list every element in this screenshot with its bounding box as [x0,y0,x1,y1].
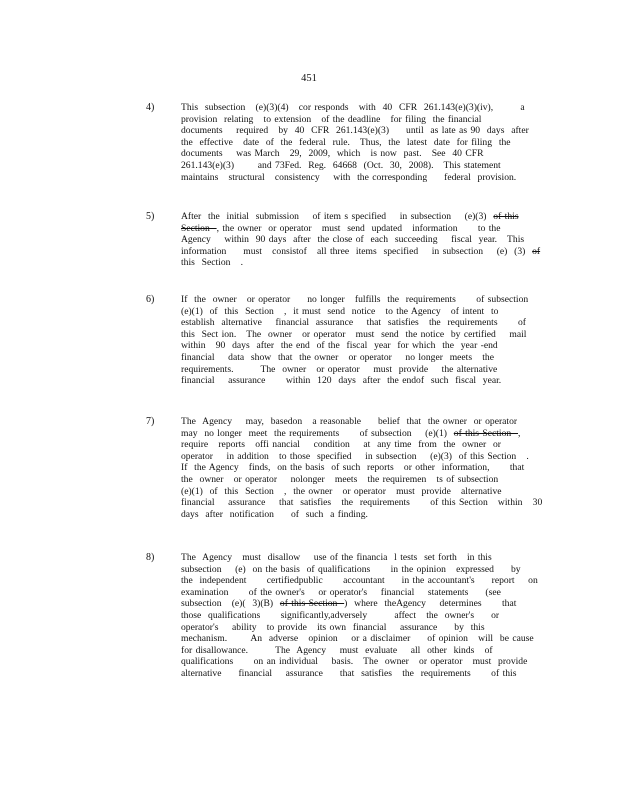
paragraph-number: 7) [146,416,155,427]
text-line [181,645,543,657]
text-line [181,364,543,376]
text-segment: If the Agency finds, on the basis of such reports or other information, that [181,462,525,474]
text-segment: The Agency may, basedon a reasonable belief that the owner or operator [181,416,518,427]
text-line [181,509,543,521]
text-line [181,340,543,352]
text-line [181,587,543,599]
text-line [181,102,543,114]
text-segment: this Sect ion. The owner or operator must send the notice by certified mail [181,328,527,340]
text-line [181,451,543,463]
text-segment: the independent certifiedpublic accountant in the accountant's report on [181,575,538,587]
text-segment: provision relating to extension of the deadline for filing the financial [181,113,482,125]
text-line [181,148,543,160]
text-line [181,486,543,498]
text-line [181,668,543,680]
text-line [181,462,543,474]
text-segment: requirements. The owner or operator must provide the alternative [181,363,498,375]
text-segment: financial data show that the owner or operator no longer meets the [181,351,494,363]
text-segment: examination of the owner's or operator's financial statements (see [181,586,501,598]
text-line [181,125,543,137]
paragraph-number: 5) [146,211,155,222]
text-segment: 261.143(e)(3) and 73Fed. Reg. 64668 (Oct. 30, 2008). This statement [181,159,501,171]
text-line [181,552,543,564]
text-segment: information must consistof all three items specified in subsection (e) (3) [181,245,533,257]
text-segment: (e)(1) of this Section , it must send notice to the Agency of intent to [181,305,499,317]
text-segment: the effective date of the federal rule. Thus, the latest date for filing the [181,136,511,148]
text-line [181,114,543,126]
text-line [181,474,543,486]
text-segment: , [518,427,521,439]
paragraph-text [181,552,543,680]
text-segment: documents required by 40 CFR 261.143(e)(3) until as late as 90 days after [181,125,529,137]
text-segment: Agency within 90 days after the close of each succeeding fiscal year. This [181,234,525,246]
paragraph-number: 6) [146,294,155,305]
text-segment: this Section . [181,257,244,269]
text-segment: may no longer meet the requirements of subsection (e)(1) [181,427,454,439]
text-segment: for disallowance. The Agency must evaluate all other kinds of [181,644,493,656]
text-segment: the owner or operator nolonger meets the requiremen ts of subsection [181,473,499,485]
struck-text: of this [493,211,519,222]
paragraph-number: 4) [146,102,155,113]
paragraph-text [181,102,543,183]
text-segment: mechanism. An adverse opinion or a disclaimer of opinion will be cause [181,633,534,645]
text-line [181,211,543,223]
text-line [181,160,543,172]
text-line [181,622,543,634]
text-line [181,317,543,329]
text-segment: operator in addition to those specified in subsection (e)(3) of this Section . [181,450,529,462]
text-line [181,306,543,318]
struck-text: of this Section [453,427,518,439]
text-segment: , the owner or operator must send updated information to the [216,222,501,234]
text-line [181,633,543,645]
text-segment: subsection (e) on the basis of qualifications in the opinion expressed by [181,563,521,575]
text-segment: financial assurance within 120 days after the endof such fiscal year. [181,375,502,387]
text-segment: This subsection (e)(3)(4) cor responds with 40 CFR 261.143(e)(3)(iv), a [181,102,525,113]
text-line [181,439,543,451]
text-line [181,257,543,269]
text-segment: days after notification of such a finding. [181,508,368,520]
text-segment: financial assurance that satisfies the requirements of this Section within 30 [181,497,543,509]
text-line [181,598,543,610]
text-line [181,575,543,587]
text-line [181,610,543,622]
text-line [181,564,543,576]
text-segment: require reports offi nancial condition at any time from the owner or [181,439,501,451]
text-segment: those qualifications significantly,adversely affect the owner's or [181,609,500,621]
text-segment: alternative financial assurance that satisfies the requirements of this [181,667,517,679]
text-segment: operator's ability to provide its own financial assurance by this [181,621,485,633]
text-line [181,329,543,341]
text-line [181,428,543,440]
text-line [181,246,543,258]
text-segment: maintains structural consistency with the corresponding federal provision. [181,171,517,183]
text-line [181,294,543,306]
struck-text: of this Section [279,598,345,610]
text-segment: establish alternative financial assurance that satisfies the requirements of [181,317,526,329]
text-line [181,223,543,235]
text-line [181,234,543,246]
text-line [181,656,543,668]
text-segment: If the owner or operator no longer fulfills the requirements of subsection [181,294,529,305]
text-line [181,497,543,509]
paragraph-text [181,416,543,520]
text-line [181,375,543,387]
text-segment: The Agency must disallow use of the financia l tests set forth in this [181,552,492,563]
paragraph-number: 8) [146,552,155,563]
text-segment: qualifications on an individual basis. The owner or operator must provide [181,656,528,668]
text-line [181,172,543,184]
text-segment: After the initial submission of item s specified in subsection (e)(3) [181,211,494,222]
text-segment: documents was March 29, 2009, which is now past. See 40 CFR [181,148,484,160]
text-line [181,416,543,428]
struck-text: of [532,245,541,257]
text-segment: within 90 days after the end of the fiscal year for which the year -end [181,340,498,352]
text-line [181,352,543,364]
paragraph-text [181,294,543,387]
text-segment: (e)(1) of this Section , the owner or operator must provide alternative [181,485,502,497]
page-number: 451 [301,73,317,84]
text-segment: subsection (e)( 3)(B) [181,598,280,610]
text-line [181,137,543,149]
text-segment: ) where theAgency determines that [344,598,517,610]
paragraph-text [181,211,543,269]
struck-text: Section [181,222,217,234]
